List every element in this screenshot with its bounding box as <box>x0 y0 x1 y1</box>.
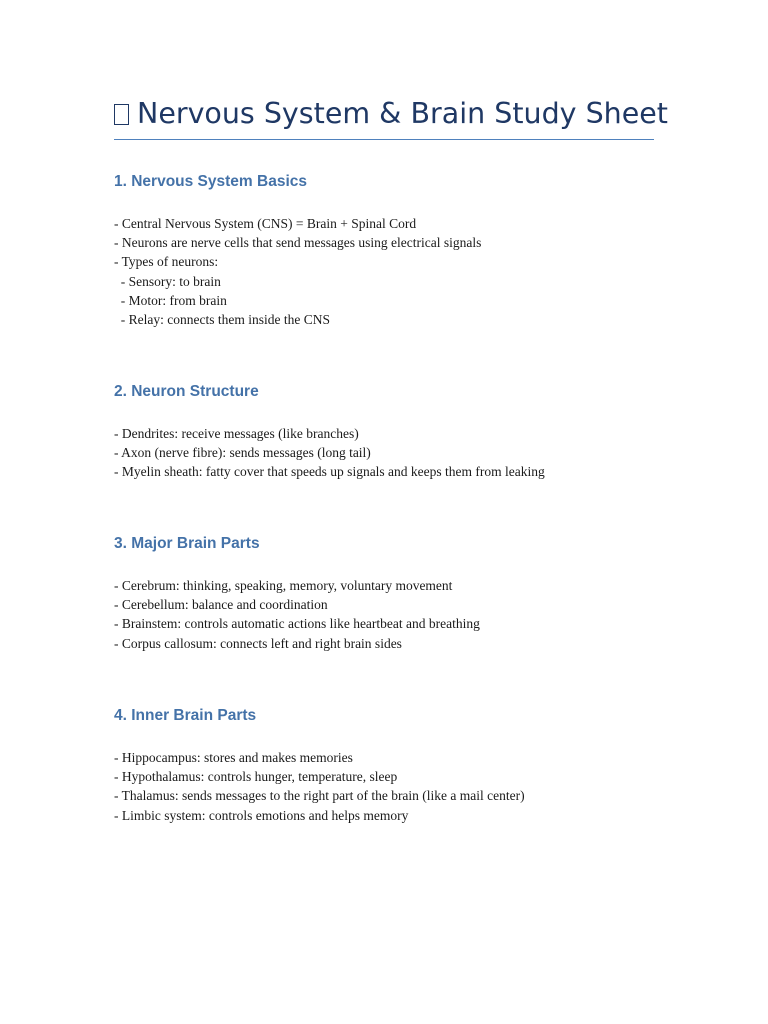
text-line: - Axon (nerve fibre): sends messages (long tail) <box>114 445 371 461</box>
section-inner-brain-parts <box>114 706 654 823</box>
section-heading: 1. Nervous System Basics <box>114 173 307 190</box>
text-line: - Limbic system: controls emotions and helps memory <box>114 807 409 823</box>
section-heading: 4. Inner Brain Parts <box>114 707 257 724</box>
text-line: - Corpus callosum: connects left and right brain sides <box>114 635 402 651</box>
section-heading: 2. Neuron Structure <box>114 383 259 400</box>
text-line: - Cerebellum: balance and coordination <box>114 597 328 613</box>
text-line: - Sensory: to brain <box>114 273 221 289</box>
text-line: - Central Nervous System (CNS) = Brain + Spinal Cord <box>114 216 417 231</box>
section-lines <box>114 424 545 482</box>
section-major-brain-parts <box>114 534 654 651</box>
section-lines <box>114 748 525 825</box>
section-heading: 3. Major Brain Parts <box>114 535 260 552</box>
text-line: - Cerebrum: thinking, speaking, memory, voluntary movement <box>114 578 453 593</box>
section-lines <box>114 214 481 329</box>
text-line: - Brainstem: controls automatic actions like heartbeat and breathing <box>114 616 480 632</box>
text-line: - Neurons are nerve cells that send messages using electrical signals <box>114 235 482 251</box>
section-lines <box>114 576 480 653</box>
missing-glyph-icon <box>114 104 129 125</box>
text-line: - Hypothalamus: controls hunger, temperature, sleep <box>114 769 398 785</box>
text-line: - Relay: connects them inside the CNS <box>114 312 330 328</box>
title-divider <box>114 139 654 140</box>
text-line: - Myelin sheath: fatty cover that speeds up signals and keeps them from leaking <box>114 464 545 480</box>
section-nervous-system-basics <box>114 172 654 328</box>
page-title-text: Nervous System & Brain Study Sheet <box>137 97 668 130</box>
page-title <box>114 92 668 136</box>
text-line: - Types of neurons: <box>114 254 219 270</box>
text-line: - Hippocampus: stores and makes memories <box>114 750 353 765</box>
section-neuron-structure <box>114 382 654 480</box>
text-line: - Dendrites: receive messages (like branches) <box>114 426 359 441</box>
text-line: - Motor: from brain <box>114 292 227 308</box>
text-line: - Thalamus: sends messages to the right part of the brain (like a mail center) <box>114 788 525 804</box>
